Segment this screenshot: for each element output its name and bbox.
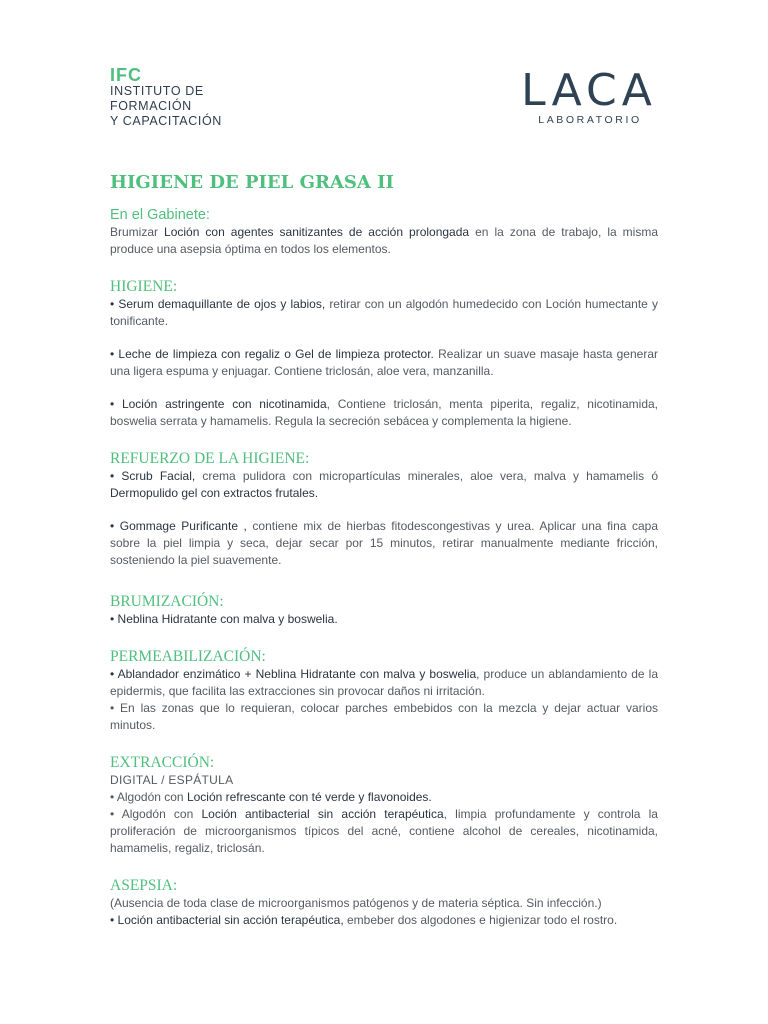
section-heading-permeabilizacion: PERMEABILIZACIÓN: [110, 648, 266, 665]
bold-run: • Ablandador enzimático + Neblina Hidratante con malva y boswelia [110, 667, 477, 681]
ifc-line-1: INSTITUTO DE [110, 84, 204, 98]
text-run: crema pulidora con micropartículas minerales, aloe vera, malva y hamamelis ó [195, 469, 659, 483]
bold-run: • Scrub Facial, [110, 469, 196, 483]
page-title: HIGIENE DE PIEL GRASA II [110, 172, 394, 193]
section-heading-gabinete: En el Gabinete: [110, 207, 210, 223]
paragraph-asepsia-1 [110, 912, 658, 929]
ifc-line-3: Y CAPACITACIÓN [110, 114, 222, 128]
text-run: contiene mix de hierbas fitodescongestivas y urea. Aplicar una fina capa sobre la piel limpia y seca, dejar secar por 15 minutos, retirar manualmente mediante fricción, sosteniendo la piel suavemente. [110, 519, 658, 567]
text-run: , Contiene triclosán, menta piperita, regaliz, nicotinamida, boswelia serrata y hamamelis. Regula la secreción sebácea y complementa la higiene. [110, 397, 658, 428]
bold-run: • Serum demaquillante de ojos y labios, [110, 297, 326, 311]
laca-subtitle: LABORATORIO [538, 114, 642, 126]
paragraph-higiene-2 [110, 346, 658, 380]
bold-run: • Gommage Purificante , [110, 519, 247, 533]
ifc-line-2: FORMACIÓN [110, 99, 192, 113]
section-heading-brumizacion: BRUMIZACIÓN: [110, 593, 224, 610]
section-heading-asepsia: ASEPSIA: [110, 877, 178, 894]
text-run: Brumizar [110, 225, 165, 239]
bold-run: • Leche de limpieza con regaliz o Gel de limpieza protector. [110, 347, 434, 361]
paragraph-refuerzo-1 [110, 468, 658, 502]
document-body [110, 172, 658, 929]
paragraph-asepsia-definition: (Ausencia de toda clase de microorganismos patógenos y de materia séptica. Sin infección.) [110, 896, 602, 910]
extraccion-subtitle: DIGITAL / ESPÁTULA [110, 773, 234, 787]
laca-logo [518, 65, 660, 126]
paragraph-brumizacion: • Neblina Hidratante con malva y boswelia. [110, 612, 338, 626]
text-run: en la zona de trabajo, la misma produce una asepsia óptima en todos los elementos. [110, 225, 659, 256]
paragraph-permeabilizacion-1 [110, 666, 658, 700]
section-heading-extraccion: EXTRACCIÓN: [110, 754, 215, 771]
text-run: • Algodón con [110, 790, 187, 804]
section-heading-higiene: HIGIENE: [110, 278, 178, 295]
bold-run: Loción refrescante con té verde y flavonoides. [186, 790, 432, 804]
paragraph-refuerzo-2 [110, 518, 658, 569]
ifc-logo [110, 66, 222, 129]
ifc-brand: IFC [110, 65, 142, 85]
section-heading-refuerzo: REFUERZO DE LA HIGIENE: [110, 450, 310, 467]
bold-run: • Loción astringente con nicotinamida [110, 397, 327, 411]
text-run: retirar con un algodón humedecido con Loción humectante y tonificante. [110, 297, 658, 328]
bold-run: Dermopulido gel con extractos frutales. [110, 486, 319, 500]
paragraph-permeabilizacion-2: • En las zonas que lo requieran, colocar parches embebidos con la mezcla y dejar actuar varios minutos. [110, 701, 658, 732]
paragraph-extraccion-1 [110, 789, 658, 806]
text-run: , limpia profundamente y controla la proliferación de microorganismos típicos del acné, contiene alcohol de cereales, nicotinamida, hamamelis, regaliz, triclosán. [110, 807, 658, 855]
text-run: , produce un ablandamiento de la epidermis, que facilita las extracciones sin provocar daños ni irritación. [110, 667, 658, 698]
bold-run: • Loción antibacterial sin acción terapéutica, [110, 913, 344, 927]
paragraph-gabinete [110, 224, 658, 258]
bold-run: Loción con agentes sanitizantes de acción prolongada [164, 225, 470, 239]
bold-run: Loción antibacterial sin acción terapéutica [201, 807, 444, 821]
paragraph-higiene-3 [110, 396, 658, 430]
paragraph-higiene-1 [110, 296, 658, 330]
laca-wordmark: LACA [521, 65, 657, 116]
text-run: • Algodón con [110, 807, 202, 821]
text-run: Realizar un suave masaje hasta generar una ligera espuma y enjuagar. Contiene triclosán, aloe vera, manzanilla. [110, 347, 658, 378]
paragraph-extraccion-2 [110, 806, 658, 857]
text-run: embeber dos algodones e higienizar todo el rostro. [343, 913, 618, 927]
